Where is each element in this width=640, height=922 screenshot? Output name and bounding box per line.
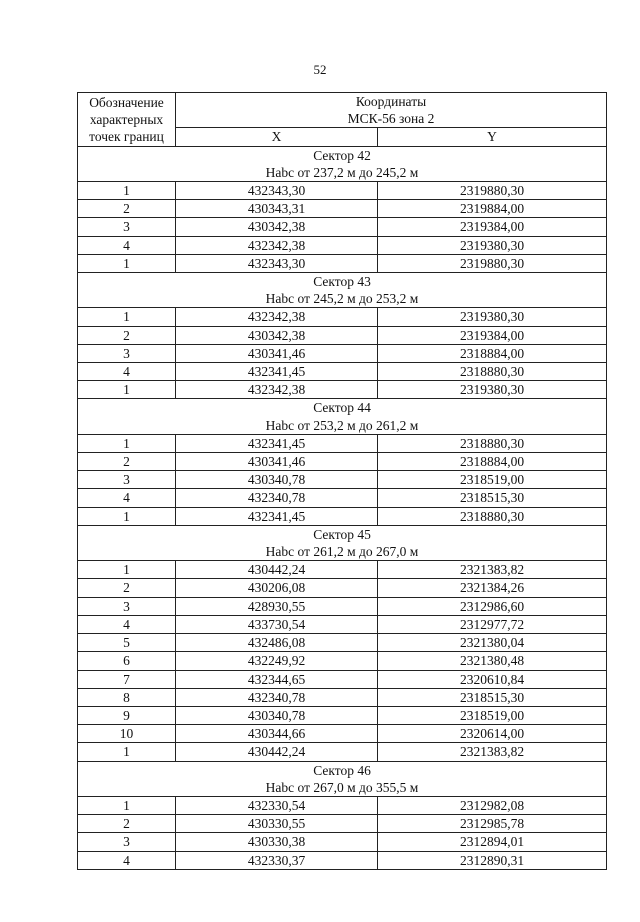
y-coordinate-cell: 2321380,04 bbox=[378, 634, 607, 652]
point-number-cell: 3 bbox=[78, 471, 176, 489]
x-coordinate-cell: 432343,30 bbox=[176, 182, 378, 200]
sector-header-row bbox=[78, 146, 607, 181]
sector-header-row bbox=[78, 399, 607, 434]
y-coordinate-cell: 2319384,00 bbox=[378, 218, 607, 236]
y-coordinate-cell: 2319880,30 bbox=[378, 182, 607, 200]
table-row bbox=[78, 200, 607, 218]
table-row bbox=[78, 579, 607, 597]
coordinates-header bbox=[176, 93, 607, 128]
table-row bbox=[78, 725, 607, 743]
point-number-cell: 3 bbox=[78, 218, 176, 236]
table-row bbox=[78, 326, 607, 344]
point-number-cell: 10 bbox=[78, 725, 176, 743]
table-row bbox=[78, 652, 607, 670]
x-coordinate-cell: 432330,54 bbox=[176, 796, 378, 814]
table-header bbox=[78, 93, 607, 147]
sector-title: Сектор 42 bbox=[313, 147, 371, 163]
y-coordinate-cell: 2319380,30 bbox=[378, 236, 607, 254]
point-number-cell: 4 bbox=[78, 236, 176, 254]
sector-header bbox=[78, 146, 607, 181]
x-coordinate-cell: 430340,78 bbox=[176, 471, 378, 489]
point-number-cell: 4 bbox=[78, 363, 176, 381]
y-coordinate-cell: 2318519,00 bbox=[378, 706, 607, 724]
table-row bbox=[78, 236, 607, 254]
x-coordinate-cell: 433730,54 bbox=[176, 615, 378, 633]
x-coordinate-cell: 430342,38 bbox=[176, 218, 378, 236]
y-coordinate-cell: 2321383,82 bbox=[378, 743, 607, 761]
y-coordinate-cell: 2318519,00 bbox=[378, 471, 607, 489]
x-coordinate-cell: 430344,66 bbox=[176, 725, 378, 743]
y-coordinate-cell: 2319884,00 bbox=[378, 200, 607, 218]
y-coordinate-cell: 2312894,01 bbox=[378, 833, 607, 851]
x-coordinate-cell: 430341,46 bbox=[176, 453, 378, 471]
x-coordinate-cell: 432342,38 bbox=[176, 308, 378, 326]
table-row bbox=[78, 218, 607, 236]
x-coordinate-cell: 432341,45 bbox=[176, 363, 378, 381]
y-coordinate-cell: 2318880,30 bbox=[378, 434, 607, 452]
point-number-cell: 9 bbox=[78, 706, 176, 724]
table-row bbox=[78, 851, 607, 869]
y-coordinate-cell: 2318880,30 bbox=[378, 363, 607, 381]
x-coordinate-cell: 432341,45 bbox=[176, 507, 378, 525]
sector-header-row bbox=[78, 761, 607, 796]
point-number-cell: 1 bbox=[78, 796, 176, 814]
table-row bbox=[78, 308, 607, 326]
table-row bbox=[78, 363, 607, 381]
y-coordinate-cell: 2318515,30 bbox=[378, 688, 607, 706]
x-coordinate-cell: 432340,78 bbox=[176, 688, 378, 706]
x-coordinate-cell: 432330,37 bbox=[176, 851, 378, 869]
coordinates-title: Координаты bbox=[355, 94, 427, 109]
table-row bbox=[78, 815, 607, 833]
point-number-cell: 2 bbox=[78, 815, 176, 833]
table-row bbox=[78, 706, 607, 724]
sector-header-row bbox=[78, 273, 607, 308]
point-number-cell: 5 bbox=[78, 634, 176, 652]
table-row bbox=[78, 254, 607, 272]
x-coordinate-cell: 430442,24 bbox=[176, 743, 378, 761]
y-coordinate-cell: 2321383,82 bbox=[378, 561, 607, 579]
y-coordinate-cell: 2318884,00 bbox=[378, 344, 607, 362]
sector-header bbox=[78, 525, 607, 560]
x-coordinate-cell: 432343,30 bbox=[176, 254, 378, 272]
point-number-cell: 6 bbox=[78, 652, 176, 670]
table-row bbox=[78, 344, 607, 362]
point-number-cell: 3 bbox=[78, 344, 176, 362]
x-coordinate-cell: 430330,38 bbox=[176, 833, 378, 851]
x-coordinate-cell: 430343,31 bbox=[176, 200, 378, 218]
x-coordinate-cell: 430340,78 bbox=[176, 706, 378, 724]
y-coordinate-cell: 2318515,30 bbox=[378, 489, 607, 507]
y-coordinate-cell: 2318884,00 bbox=[378, 453, 607, 471]
x-coordinate-cell: 430341,46 bbox=[176, 344, 378, 362]
sector-title: Сектор 46 bbox=[313, 762, 371, 778]
y-coordinate-cell: 2321384,26 bbox=[378, 579, 607, 597]
point-number-cell: 8 bbox=[78, 688, 176, 706]
point-number-cell: 2 bbox=[78, 326, 176, 344]
sector-height-range: Нabc от 261,2 м до 267,0 м bbox=[265, 544, 419, 560]
x-coordinate-cell: 432486,08 bbox=[176, 634, 378, 652]
point-number-cell: 4 bbox=[78, 489, 176, 507]
y-coordinate-cell: 2312982,08 bbox=[378, 796, 607, 814]
point-number-cell: 7 bbox=[78, 670, 176, 688]
y-coordinate-cell: 2318880,30 bbox=[378, 507, 607, 525]
point-number-cell: 1 bbox=[78, 254, 176, 272]
point-number-cell: 3 bbox=[78, 597, 176, 615]
table-row bbox=[78, 634, 607, 652]
y-column-header: Y bbox=[378, 128, 607, 146]
point-number-cell: 2 bbox=[78, 453, 176, 471]
table-row bbox=[78, 670, 607, 688]
y-coordinate-cell: 2319380,30 bbox=[378, 381, 607, 399]
point-number-cell: 2 bbox=[78, 200, 176, 218]
point-number-cell: 1 bbox=[78, 507, 176, 525]
sector-height-range: Нabc от 237,2 м до 245,2 м bbox=[265, 164, 419, 180]
y-coordinate-cell: 2319880,30 bbox=[378, 254, 607, 272]
table-row bbox=[78, 381, 607, 399]
table-row bbox=[78, 597, 607, 615]
x-coordinate-cell: 432341,45 bbox=[176, 434, 378, 452]
point-designation-line-2: характерных bbox=[89, 112, 164, 128]
y-coordinate-cell: 2319384,00 bbox=[378, 326, 607, 344]
table-row bbox=[78, 489, 607, 507]
sector-header bbox=[78, 273, 607, 308]
sector-height-range: Нabc от 245,2 м до 253,2 м bbox=[265, 291, 419, 307]
y-coordinate-cell: 2312890,31 bbox=[378, 851, 607, 869]
y-coordinate-cell: 2312986,60 bbox=[378, 597, 607, 615]
x-coordinate-cell: 432342,38 bbox=[176, 236, 378, 254]
x-coordinate-cell: 428930,55 bbox=[176, 597, 378, 615]
table-row bbox=[78, 561, 607, 579]
table-row bbox=[78, 453, 607, 471]
table-row bbox=[78, 471, 607, 489]
y-coordinate-cell: 2312985,78 bbox=[378, 815, 607, 833]
x-coordinate-cell: 430342,38 bbox=[176, 326, 378, 344]
sector-header bbox=[78, 761, 607, 796]
point-number-cell: 1 bbox=[78, 434, 176, 452]
sector-header-row bbox=[78, 525, 607, 560]
x-coordinate-cell: 430442,24 bbox=[176, 561, 378, 579]
table-row bbox=[78, 796, 607, 814]
table-row bbox=[78, 743, 607, 761]
point-number-cell: 1 bbox=[78, 182, 176, 200]
sector-header bbox=[78, 399, 607, 434]
x-coordinate-cell: 432344,65 bbox=[176, 670, 378, 688]
table-row bbox=[78, 507, 607, 525]
sector-title: Сектор 45 bbox=[313, 526, 371, 542]
y-coordinate-cell: 2319380,30 bbox=[378, 308, 607, 326]
y-coordinate-cell: 2321380,48 bbox=[378, 652, 607, 670]
page-number: 52 bbox=[313, 62, 327, 77]
sector-title: Сектор 43 bbox=[313, 274, 371, 290]
table-row bbox=[78, 182, 607, 200]
sector-height-range: Нabc от 253,2 м до 261,2 м bbox=[265, 417, 419, 433]
x-coordinate-cell: 432249,92 bbox=[176, 652, 378, 670]
point-number-cell: 1 bbox=[78, 561, 176, 579]
point-designation-line-1: Обозначение bbox=[89, 95, 164, 110]
y-coordinate-cell: 2320610,84 bbox=[378, 670, 607, 688]
sector-height-range: Нabc от 267,0 м до 355,5 м bbox=[265, 779, 419, 795]
point-number-cell: 4 bbox=[78, 615, 176, 633]
point-number-cell: 2 bbox=[78, 579, 176, 597]
y-coordinate-cell: 2320614,00 bbox=[378, 725, 607, 743]
table-row bbox=[78, 688, 607, 706]
y-coordinate-cell: 2312977,72 bbox=[378, 615, 607, 633]
point-designation-line-3: точек границ bbox=[89, 129, 164, 145]
coordinate-system: МСК-56 зона 2 bbox=[347, 111, 435, 127]
table-row bbox=[78, 434, 607, 452]
x-coordinate-cell: 430330,55 bbox=[176, 815, 378, 833]
coordinates-table bbox=[77, 92, 607, 870]
point-number-cell: 1 bbox=[78, 308, 176, 326]
point-number-cell: 4 bbox=[78, 851, 176, 869]
table-row bbox=[78, 615, 607, 633]
point-number-cell: 1 bbox=[78, 743, 176, 761]
point-designation-header bbox=[78, 93, 176, 147]
point-number-cell: 1 bbox=[78, 381, 176, 399]
x-coordinate-cell: 432340,78 bbox=[176, 489, 378, 507]
table-row bbox=[78, 833, 607, 851]
point-number-cell: 3 bbox=[78, 833, 176, 851]
x-column-header: X bbox=[176, 128, 378, 146]
sector-title: Сектор 44 bbox=[313, 400, 371, 416]
x-coordinate-cell: 432342,38 bbox=[176, 381, 378, 399]
x-coordinate-cell: 430206,08 bbox=[176, 579, 378, 597]
table-body bbox=[78, 146, 607, 869]
